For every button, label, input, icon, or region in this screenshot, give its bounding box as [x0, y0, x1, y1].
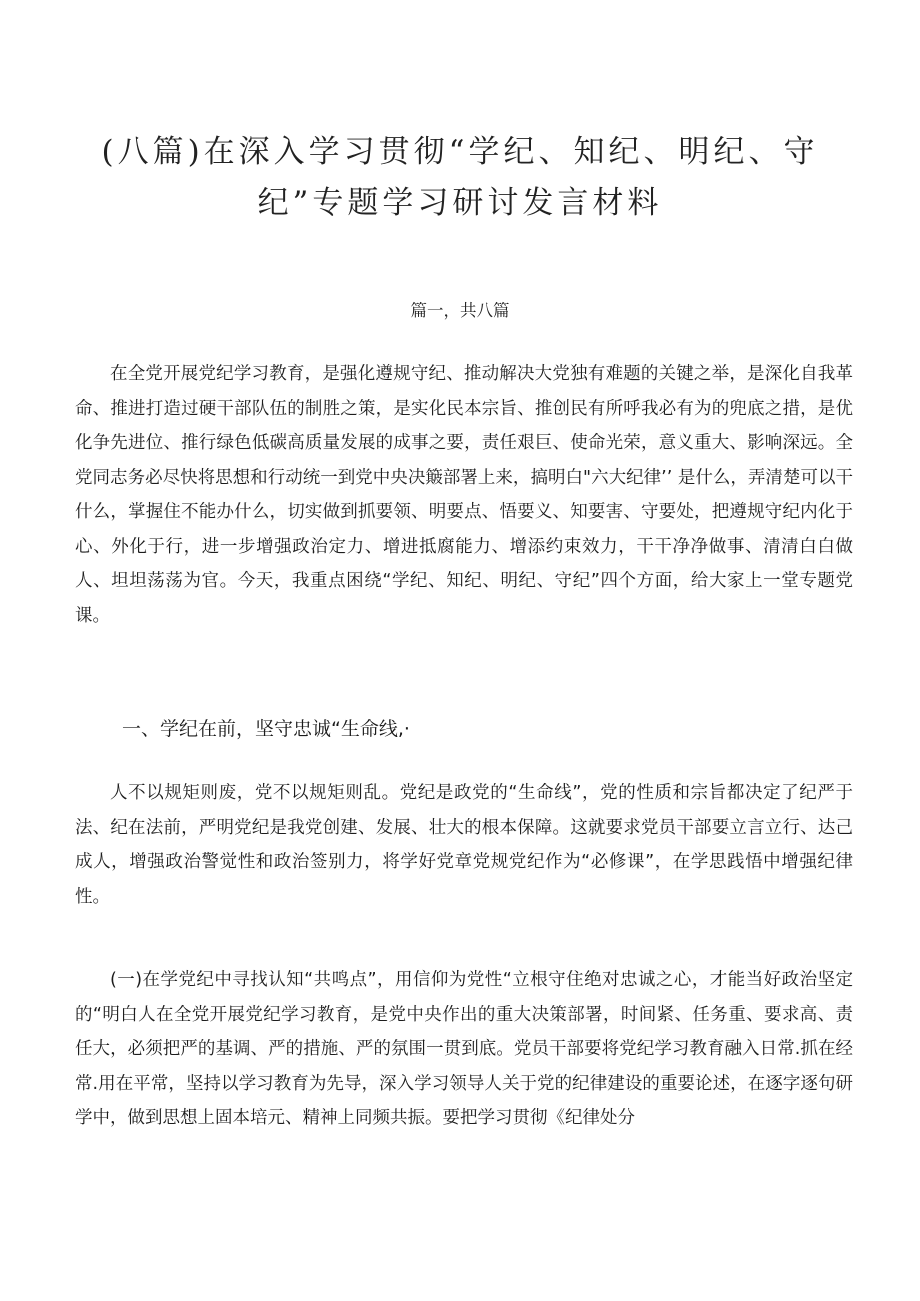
document-title-line-1: (八篇)在深入学习贯彻“学纪、知纪、明纪、守 [101, 134, 819, 170]
document-title-line-2: 纪”专题学习研讨发言材料 [257, 185, 663, 221]
body-paragraph-1: 在全党开展党纪学习教育，是强化遵规守纪、推动解决大党独有难题的关键之举，是深化自我革命、推进打造过硬干部队伍的制胜之策，是实化民本宗旨、推创民有所呼我必有为的兜底之措，是优化争先进位、推行绿色低碳高质量发展的成事之要，责任艰巨、使命光荣，意义重大、影响深远。全党同志务必尽快将思想和行动统一到党中央决簸部署上来，搞明白"六大纪律’’ 是什么，弄清楚可以干什么，掌握住不能办什么，切实做到抓要领、明要点、悟要义、知要害、守要处，把遵规守纪内化于心、外化于行，进一步增强政治定力、增进抵腐能力、增添约束效力，干干净净做事、清清白白做人、坦坦荡荡为官。今天，我重点困绕“学纪、知纪、明纪、守纪”四个方面，给大家上一堂专题党课。 [75, 364, 853, 626]
body-paragraph-3: (一)在学党纪中寻找认知“共鸣点”，用信仰为党性“立根守住绝对忠诚之心，才能当好政治坚定的“明白人在全党开展党纪学习教育，是党中央作出的重大决策部署，时间紧、任务重、要求高、责任大，必须把严的基调、严的措施、严的氛围一贯到底。党员干部要将党纪学习教育融入日常.抓在经常.用在平常，坚持以学习教育为先导，深入学习领导人关于党的纪律建设的重要论述，在逐字逐句研学中，做到思想上固本培元、精神上同频共振。要把学习贯彻《纪律处分 [75, 970, 853, 1128]
section-heading-1: 一、学纪在前，坚守忠诚“生命线,· [122, 718, 410, 740]
document-subtitle: 篇一，共八篇 [410, 301, 510, 320]
body-paragraph-2: 人不以规矩则废，党不以规矩则乱。党纪是政党的“生命线”，党的性质和宗旨都决定了纪严于法、纪在法前，严明党纪是我党创建、发展、壮大的根本保障。这就要求党员干部要立言立行、达己成人，增强政治警觉性和政治签别力，将学好党章党规党纪作为“必修课”，在学思践悟中增强纪律性。 [75, 783, 853, 907]
